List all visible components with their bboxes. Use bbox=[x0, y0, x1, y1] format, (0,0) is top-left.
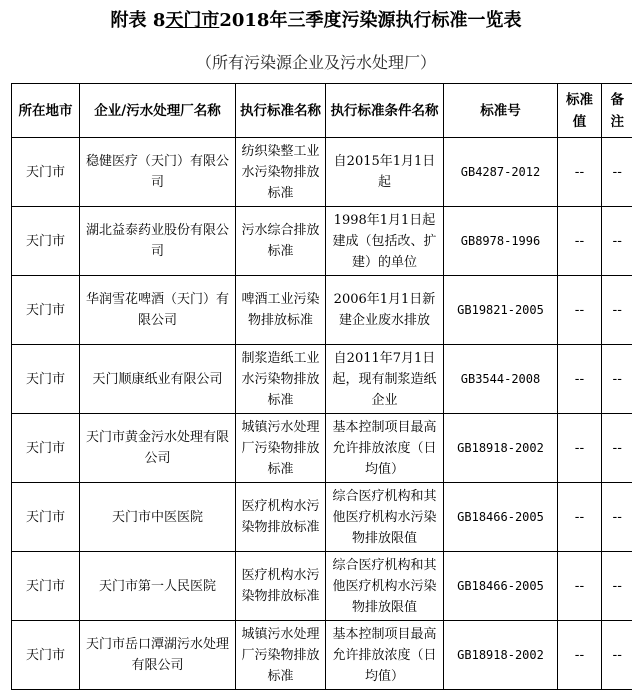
document-subtitle: （所有污染源企业及污水处理厂） bbox=[195, 53, 436, 72]
table-header-row bbox=[12, 84, 632, 138]
cell-standard-no: GB18918-2002 bbox=[444, 621, 558, 690]
cell-company: 天门市岳口潭湖污水处理有限公司 bbox=[80, 621, 236, 690]
cell-standard-no: GB18466-2005 bbox=[444, 552, 558, 621]
header-company: 企业/污水处理厂名称 bbox=[80, 84, 236, 138]
pollution-standards-table bbox=[11, 83, 632, 690]
cell-standard-value: -- bbox=[558, 621, 602, 690]
cell-location: 天门市 bbox=[12, 345, 80, 414]
cell-standard-no: GB3544-2008 bbox=[444, 345, 558, 414]
header-remarks: 备注 bbox=[602, 84, 632, 138]
cell-standard-no: GB4287-2012 bbox=[444, 138, 558, 207]
cell-condition: 基本控制项目最高允许排放浓度（日均值） bbox=[326, 414, 444, 483]
cell-standard-value: -- bbox=[558, 207, 602, 276]
table-row bbox=[12, 138, 632, 207]
cell-remarks: -- bbox=[602, 621, 632, 690]
cell-condition: 综合医疗机构和其他医疗机构水污染物排放限值 bbox=[326, 483, 444, 552]
cell-remarks: -- bbox=[602, 276, 632, 345]
cell-standard-value: -- bbox=[558, 138, 602, 207]
cell-condition: 2006年1月1日新建企业废水排放 bbox=[326, 276, 444, 345]
cell-company: 天门市黄金污水处理有限公司 bbox=[80, 414, 236, 483]
table-row bbox=[12, 414, 632, 483]
cell-remarks: -- bbox=[602, 414, 632, 483]
cell-standard-value: -- bbox=[558, 483, 602, 552]
cell-condition: 自2011年7月1日起，现有制浆造纸企业 bbox=[326, 345, 444, 414]
cell-standard-name: 城镇污水处理厂污染物排放标准 bbox=[236, 414, 326, 483]
cell-condition: 自2015年1月1日起 bbox=[326, 138, 444, 207]
header-standard-name: 执行标准名称 bbox=[236, 84, 326, 138]
table-row bbox=[12, 345, 632, 414]
cell-standard-name: 污水综合排放标准 bbox=[236, 207, 326, 276]
table-row bbox=[12, 552, 632, 621]
header-location: 所在地市 bbox=[12, 84, 80, 138]
title-suffix: 年三季度污染源执行标准一览表 bbox=[269, 10, 522, 31]
cell-company: 天门市中医医院 bbox=[80, 483, 236, 552]
cell-standard-name: 城镇污水处理厂污染物排放标准 bbox=[236, 621, 326, 690]
cell-remarks: -- bbox=[602, 483, 632, 552]
cell-company: 华润雪花啤酒（天门）有限公司 bbox=[80, 276, 236, 345]
cell-standard-value: -- bbox=[558, 414, 602, 483]
cell-location: 天门市 bbox=[12, 552, 80, 621]
cell-remarks: -- bbox=[602, 552, 632, 621]
cell-standard-no: GB18466-2005 bbox=[444, 483, 558, 552]
cell-standard-name: 啤酒工业污染物排放标准 bbox=[236, 276, 326, 345]
cell-condition: 基本控制项目最高允许排放浓度（日均值） bbox=[326, 621, 444, 690]
table-row bbox=[12, 621, 632, 690]
cell-standard-name: 纺织染整工业水污染物排放标准 bbox=[236, 138, 326, 207]
header-condition: 执行标准条件名称 bbox=[326, 84, 444, 138]
cell-company: 稳健医疗（天门）有限公司 bbox=[80, 138, 236, 207]
title-prefix: 附表 8 bbox=[110, 10, 166, 31]
cell-standard-name: 医疗机构水污染物排放标准 bbox=[236, 552, 326, 621]
cell-location: 天门市 bbox=[12, 276, 80, 345]
cell-company: 湖北益泰药业股份有限公司 bbox=[80, 207, 236, 276]
cell-location: 天门市 bbox=[12, 621, 80, 690]
table-row bbox=[12, 207, 632, 276]
cell-condition: 综合医疗机构和其他医疗机构水污染物排放限值 bbox=[326, 552, 444, 621]
document-title bbox=[0, 6, 632, 32]
header-standard-no: 标准号 bbox=[444, 84, 558, 138]
cell-location: 天门市 bbox=[12, 138, 80, 207]
cell-standard-no: GB8978-1996 bbox=[444, 207, 558, 276]
table-body bbox=[12, 138, 632, 690]
title-year: 2018 bbox=[219, 10, 270, 31]
cell-location: 天门市 bbox=[12, 483, 80, 552]
cell-company: 天门顺康纸业有限公司 bbox=[80, 345, 236, 414]
cell-location: 天门市 bbox=[12, 207, 80, 276]
cell-condition: 1998年1月1日起建成（包括改、扩建）的单位 bbox=[326, 207, 444, 276]
cell-remarks: -- bbox=[602, 207, 632, 276]
title-city: 天门市 bbox=[165, 10, 220, 31]
header-standard-value: 标准值 bbox=[558, 84, 602, 138]
cell-standard-no: GB18918-2002 bbox=[444, 414, 558, 483]
cell-remarks: -- bbox=[602, 138, 632, 207]
table-row bbox=[12, 483, 632, 552]
cell-standard-no: GB19821-2005 bbox=[444, 276, 558, 345]
cell-standard-value: -- bbox=[558, 276, 602, 345]
cell-location: 天门市 bbox=[12, 414, 80, 483]
cell-standard-name: 医疗机构水污染物排放标准 bbox=[236, 483, 326, 552]
cell-standard-value: -- bbox=[558, 345, 602, 414]
table-row bbox=[12, 276, 632, 345]
cell-company: 天门市第一人民医院 bbox=[80, 552, 236, 621]
cell-remarks: -- bbox=[602, 345, 632, 414]
cell-standard-name: 制浆造纸工业水污染物排放标准 bbox=[236, 345, 326, 414]
cell-standard-value: -- bbox=[558, 552, 602, 621]
